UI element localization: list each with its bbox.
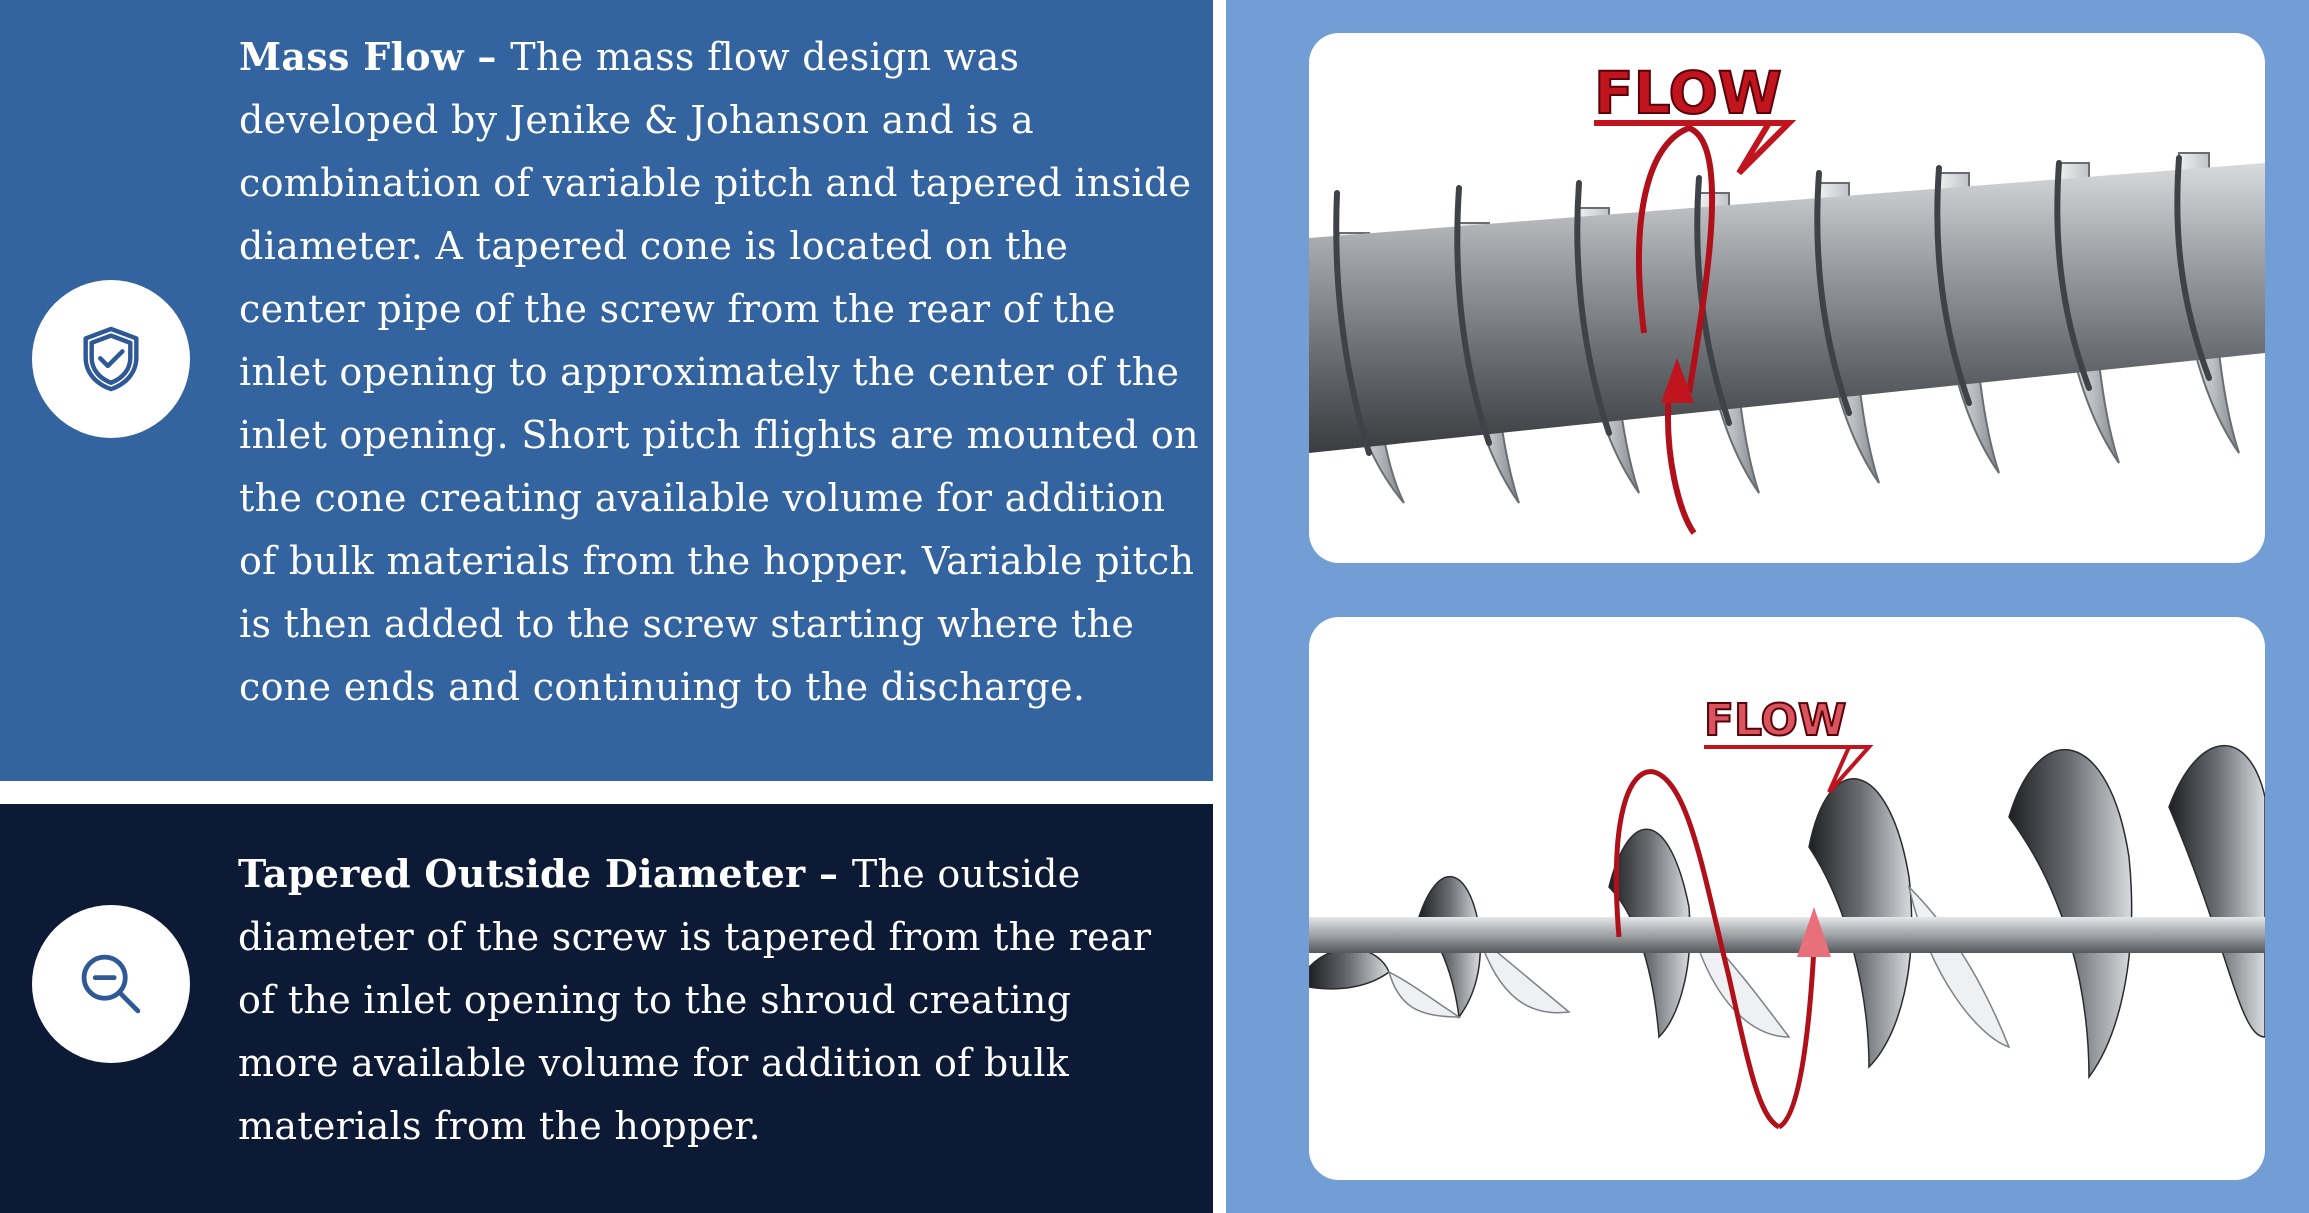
mass-flow-description: [239, 25, 1199, 719]
tapered-od-body: The outside diameter of the screw is tapered from the rear of the inlet opening to the shroud creating more available volume for addition of bulk materials from the hopper.: [238, 852, 1152, 1148]
tapered-od-description: [238, 842, 1158, 1158]
mass-flow-title: Mass Flow: [239, 34, 464, 79]
tapered-outside-diameter-panel: [0, 804, 1213, 1213]
tapered-flight-screw-illustration: [1309, 617, 2265, 1180]
zoom-out-icon: [73, 946, 149, 1022]
zoom-icon-circle: [32, 905, 190, 1063]
flow-label-top: FLOW: [1594, 59, 1782, 127]
variable-pitch-screw-illustration: [1309, 33, 2265, 563]
tapered-od-separator: –: [805, 851, 852, 896]
shield-check-icon: [73, 321, 149, 397]
mass-flow-separator: –: [463, 34, 511, 79]
mass-flow-panel: [0, 0, 1213, 781]
tapered-od-screw-image: [1309, 617, 2265, 1180]
mass-flow-body: The mass flow design was developed by Jenike & Johanson and is a combination of variable pitch and tapered inside diameter. A tapered cone is located on the center pipe of the screw from the rear of the inlet opening to approximately the center of the inlet opening. Short pitch flights are mounted on the cone creating available volume for addition of bulk materials from the hopper. Variable pitch is then added to the screw starting where the cone ends and continuing to the discharge.: [239, 35, 1199, 709]
images-panel: [1226, 0, 2309, 1213]
shield-icon-circle: [32, 280, 190, 438]
mass-flow-screw-image: [1309, 33, 2265, 563]
tapered-od-title: Tapered Outside Diameter: [238, 851, 806, 896]
flow-label-bottom: FLOW: [1704, 695, 1847, 746]
